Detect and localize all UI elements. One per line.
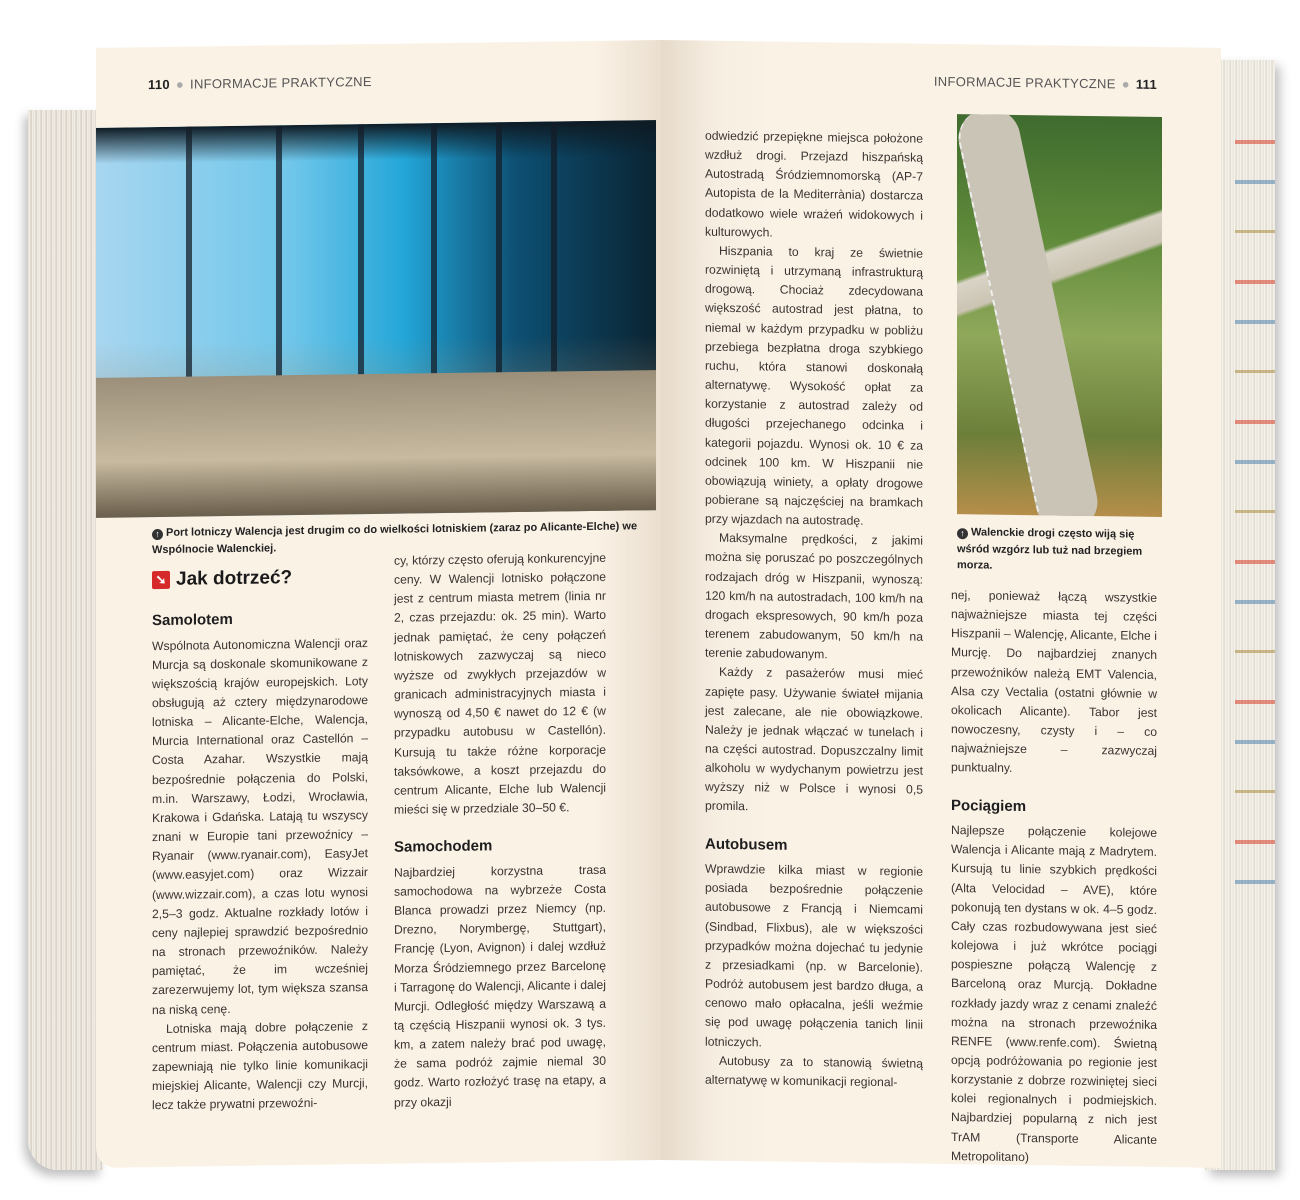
running-head-left xyxy=(148,74,372,92)
red-arrow-icon: ➘ xyxy=(152,571,170,589)
color-tabs xyxy=(1235,140,1275,920)
left-column-1 xyxy=(152,606,368,1115)
bullet-icon: ● xyxy=(1121,76,1130,92)
photo-caption: ↑ Port lotniczy Walencja jest drugim co do wielkości lotniskiem (zaraz po Alicante-Elche) we Wspólnocie Walenckiej. xyxy=(152,520,638,556)
paragraph: Maksymalne prędkości, z jakimi można się poruszać po poszczególnych rodzajach dróg w Hiszpanii, wynoszą: 120 km/h na autostradach, 100 km/h na drogach ekspresowych, 90 km/h poza terenem zabudowanym, 50 km/h na terenie zabudowanym. xyxy=(705,531,923,662)
paragraph: Wspólnota Autonomiczna Walencji oraz Murcja są doskonale skomunikowane z większością krajów europejskich. Loty obsługują aż cztery międzynarodowe lotniska – Alicante-Elche, Walencja, Murcia International oraz Castellón – Costa Azahar. Wszystkie mają bezpośrednie połączenia do Polski, m.in. Warszawy, Łodzi, Wrocławia, Krakowa i Gdańska. Latają tu wszyscy znani w Europie tani przewoźnicy – Ryanair (www.ryanair.com), EasyJet (www.easyjet.com) oraz Wizzair (www.wizzair.com), a czas lotu wynosi 2,5–3 godz. Aktualne rozkłady lotów i ceny najlepiej sprawdzić bezpośrednio na stronach przewoźników. Należy pamiętać, że im wcześniej zarezerwujemy lot, tym większa szansa na niską cenę. xyxy=(152,635,368,1017)
paragraph: Wprawdzie kilka miast w regionie posiada bezpośrednie połączenie autobusowe z Francją i Niemcami (Sindbad, Flixbus), ale w większości przypadków można dojechać tu jedynie z przesiadkami (np. w Barcelonie). Podróż autobusem jest bardzo długa, a cenowo mało opłacalna, jeśli weźmie się pod uwagę połączenia tanich linii lotniczych. xyxy=(705,861,923,1049)
heading-train: Pociągiem xyxy=(951,796,1027,815)
left-page-edges xyxy=(28,110,103,1170)
running-head-right xyxy=(934,74,1157,92)
running-head-text: INFORMACJE PRAKTYCZNE xyxy=(933,73,1116,92)
running-head-text: INFORMACJE PRAKTYCZNE xyxy=(190,74,372,92)
heading-car: Samochodem xyxy=(394,837,493,856)
up-arrow-icon: ↑ xyxy=(957,528,968,539)
road-photo xyxy=(957,114,1162,517)
photo-caption: ↑ Walenckie drogi często wiją się wśród wzgórz lub tuż nad brzegiem morza. xyxy=(957,526,1143,572)
paragraph: Lotniska mają dobre połączenie z centrum miast. Połączenia autobusowe zapewniają nie tylko linie komunikacji miejskiej Alicante, Walencji czy Murcji, lecz także prywatni przewoźni- xyxy=(152,1018,368,1113)
heading-plane: Samolotem xyxy=(152,610,233,630)
paragraph: Najbardziej korzystna trasa samochodowa na wybrzeże Costa Blanca prowadzi przez Niemcy (np. Drezno, Norymbergę, Stuttgart), Francję (Lyon, Avignon) i dalej wzdłuż Morza Śródziemnego przez Barcelonę i Tarragonę do Walencji, Alicante i dalej Murcji. Odległość między Warszawą a tą częścią Hiszpanii wynosi ok. 3 tys. km, a zatem należy brać pod uwagę, że sama podróż zajmie niemal 30 godz. Warto rozłożyć trasę na etapy, a przy okazji xyxy=(394,862,606,1110)
heading-bus: Autobusem xyxy=(705,835,788,854)
page-number: 110 xyxy=(148,76,170,93)
paragraph: Każdy z pasażerów musi mieć zapięte pasy. Używanie świateł mijania jest zalecane, ale nie obowiązkowe. Należy je jednak włączać w tunelach i na części autostrad. Dopuszczalny limit alkoholu w wydychanym powietrzu jest wyższy niż w Polsce i wynosi 0,5 promila. xyxy=(705,665,923,814)
paragraph: nej, ponieważ łączą wszystkie najważniejsze miasta tej części Hiszpanii – Walencję, Alicante, Elche i Murcję. Do najbardziej znanych przewoźników należą EMT Valencia, Alsa czy Vectalia (ostatni głównie w okolicach Alicante). Tabor jest nowoczesny, czysty i – co najważniejsze – zazwyczaj punktualny. xyxy=(951,588,1157,776)
right-page xyxy=(661,40,1221,1168)
up-arrow-icon: ↑ xyxy=(152,529,163,540)
bullet-icon: ● xyxy=(175,76,185,92)
page-number: 111 xyxy=(1135,76,1157,92)
paragraph: Hiszpania to kraj ze świetnie rozwiniętą i utrzymaną infrastrukturą drogową. Chociaż zdecydowana większość autostrad jest płatna, to niemal w każdym przypadku w pobliżu przebiega bezpłatna droga szybkiego ruchu, która stanowi doskonałą alternatywę. Wysokość opłat za korzystanie z autostrad zależy od długości przejechanego odcinka i kategorii pojazdu. Wynosi ok. 10 € za odcinek 100 km. W Hiszpanii nie obowiązują winiety, a opłaty drogowe pobierane są najczęściej na bramkach przy wjazdach na autostradę. xyxy=(705,243,923,528)
left-column-2 xyxy=(394,549,606,1113)
paragraph: Autobusy za to stanowią świetną alternatywę w komunikacji regional- xyxy=(705,1053,923,1090)
paragraph: Najlepsze połączenie kolejowe Walencja i Alicante mają z Madrytem. Kursują tu linie szybkich prędkości (Alta Velocidad – AVE), które pokonują ten dystans w ok. 4–5 godz. Cały czas rozbudowywana jest sieć kolejowa i już wkrótce pociągi pospieszne połączą Walencję z Barceloną oraz Murcją. Dokładne rozkłady jazdy wraz z cenami znaleźć można na stronach przewoźnika RENFE (www.renfe.com). Świetną opcją podróżowania po regionie jest korzystanie z dobrze rozwiniętej sieci kolei regionalnych i podmiejskich. Najbardziej popularną z nich jest TrAM (Transporte Alicante Metropolitano) xyxy=(951,823,1157,1164)
paragraph: odwiedzić przepiękne miejsca położone wzdłuż drogi. Przejazd hiszpańską Autostradą Śródziemnomorską (AP-7 Autopista de la Mediterrània) dostarcza dodatkowo wiele wrażeń widokowych i kulturowych. xyxy=(705,128,923,240)
right-column-1 xyxy=(705,127,923,1093)
paragraph: cy, którzy często oferują konkurencyjne ceny. W Walencji lotnisko połączone jest z centrum miasta metrem (linia nr 2, czas przejazdu: ok. 25 min). Warto jednak pamiętać, że ceny połączeń lotniskowych zazwyczaj są nieco wyższe od zwykłych przejazdów w granicach administracyjnych miasta i wynoszą od 4,50 € nawet do 12 € (w przypadku autobusu w Castellón). Kursują tu także różne korporacje taksówkowe, a koszt przejazdu do centrum Alicante, Elche lub Walencji mieści się w przedziale 30–50 €. xyxy=(394,550,606,817)
right-column-2 xyxy=(951,586,1157,1169)
airport-photo xyxy=(96,120,656,518)
section-title: ➘ Jak dotrzeć? xyxy=(152,567,292,591)
left-page xyxy=(96,40,661,1168)
